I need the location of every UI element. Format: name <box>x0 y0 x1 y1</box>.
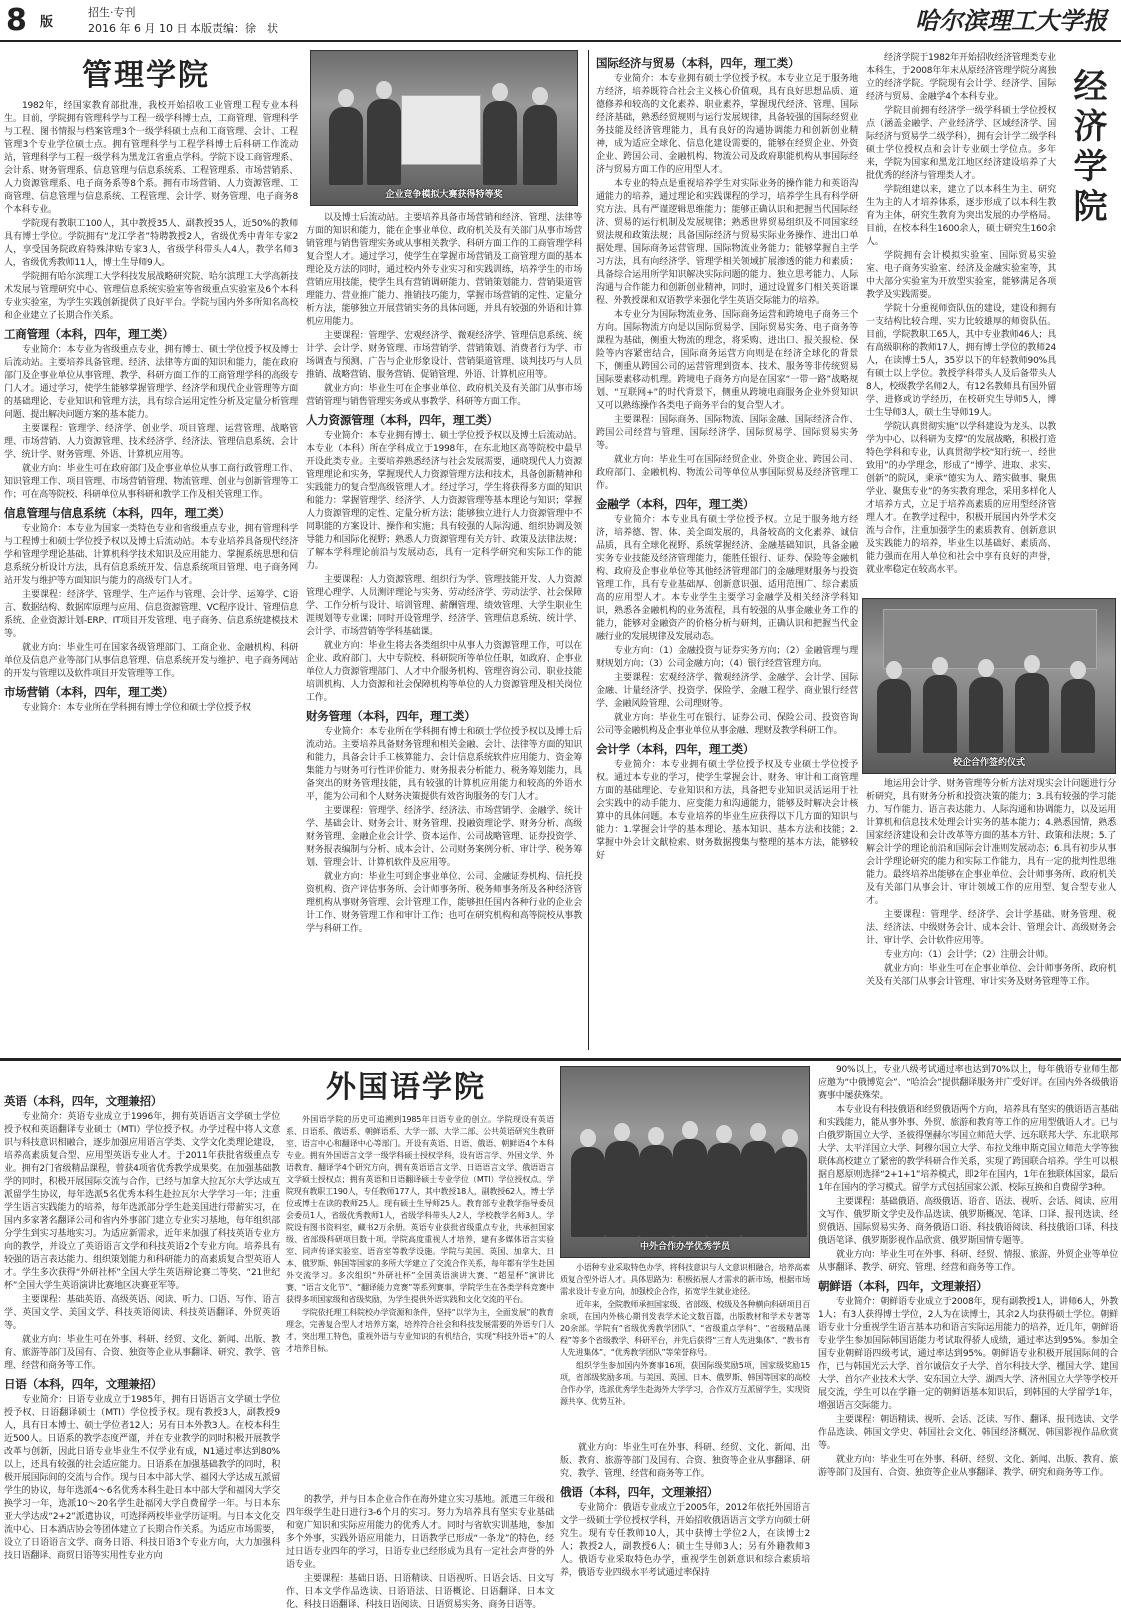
paragraph: 本专业的特点是重视培养学生对实际业务的操作能力和英语沟通能力的培养，通过理论和实践课程的学习，培养学生具有科学研究方法、具有严谨逻辑思维能力；能够正确认识和把握当代国际经济、贸易的运行机制及发展规律；熟悉世界贸易组织及不同国家经贸法规和政策法规；具备国际经济与贸易实际业务操作、进出口单据处理、国际商务运营管理、国际物流业务能力；能够掌握自主学习方法，具有向经济学、管理学相关领域扩展渗透的能力和素质；具备综合运用所学知识解决实际问题的能力、独立思考能力、人际沟通与合作能力和创新创业精神，同时，通过设置多门相关英语课程、外教授课和双语教学来强化学生英语交际能力的培养。 <box>596 179 858 306</box>
major-heading: 信息管理与信息系统（本科，四年，理工类） <box>4 506 230 520</box>
paragraph: 主要课程：基础日语、日语精读、日语视听、日语会话、日文写作、日本文学作品选读、日语语法、日语概论、日语翻译、日本文化、科技日语翻译、科技日语阅读、日语贸易实务、商务日语等。 <box>286 1574 554 1610</box>
paragraph: 学院目前拥有经济学一级学科硕士学位授权点（涵盖金融学、产业经济学、区域经济学、国际经济与贸易学二级学科），拥有会计学二级学科硕士学位授权点和会计专业硕士学位点。多年来，学院为国家和黑龙江地区经济建设培养了大批优秀的经济与管理类人才。 <box>866 106 1056 181</box>
paragraph: 主要课程：基础英语、高级英语、阅读、听力、口语、写作、语言学、英国文学、美国文学、科技英语阅读、科技英语翻译、外贸英语等。 <box>4 1295 280 1331</box>
mgmt-photo-caption: 企业竞争模拟大赛获得特等奖 <box>385 190 503 200</box>
paragraph: 专业简介：本专业为国家一类特色专业和省级重点专业，拥有管理科学与工程博士和硕士学位授予权以及博士后流动站。本专业培养具备现代经济学和管理学理论基础、计算机科学技术知识及应用能力、掌握系统思想和信息系统分析设计方法，具有信息系统开发、信息系统项目管理、电子商务网站开发与维护等方面知识与能力的高级专门人才。 <box>4 524 298 586</box>
paragraph: 专业简介：本专业具有硕士学位授予权。立足于服务地方经济，培养德、智、体、美全面发展的，具备较高的文化素养、诚信品质，具有全球化视野、系统掌握经济、金融基础知识，具备金融实务专业技能及经济管理能力，能胜任银行、证券、保险等金融机构、政府及企事业单位等其他经济管理部门的金融理财服务与投资管理工作，具有专业基础厚、创新意识强、适用范围广、综合素质高的应用型人才。本专业学生主要学习金融学及相关经济学科知识，熟悉各金融机构的业务流程，具有较强的从事金融业务工作的能力，能够对金融资产的价格分析与研判，正确认识和把握当代金融行业的发展规律及发展动态。 <box>596 515 858 642</box>
page-number: 8 <box>6 3 27 38</box>
foreign-photo-bottom <box>560 1442 810 1598</box>
header-rule <box>0 40 1121 42</box>
mgmt-column-4 <box>866 778 1116 1050</box>
paragraph: 学院依托理工科院校办学资源和条件，坚持“以学为主，全面发展”的教育理念，完善复合型人才培养方案，培养符合社会和科技发展需要的外语专门人才，突出理工特色，重视外语与专业知识的有机结合，实现“科技外语+”的人才培养目标。 <box>286 1308 554 1353</box>
paragraph: 1982年，经国家教育部批准，我校开始招收工业管理工程专业本科生。目前，学院拥有管理科学与工程一级学科博士点，工商管理、管理科学与工程、图书情报与档案管理3个一级学科硕士点和工商管理、会计、工程管理3个专业学位硕士点。拥有管理科学与工程学科博士后科研工作流动站，管理科学与工程一级学科为黑龙江省重点学科。学院下设工商管理系、会计系、财务管理系、信息管理与信息系统系、工程管理系、市场营销系、人力资源管理系、电子商务系等8个系。拥有市场营销、人力资源管理、工商管理、信息管理与信息系统、工程管理、会计学、财务管理、电子商务8个本科专业。 <box>4 101 298 215</box>
paragraph: 地运用会计学、财务管理等分析方法对现实会计问题进行分析研究，具有财务分析和投资决策的能力；3.具有较强的学习能力、写作能力、语言表达能力、人际沟通和协调能力，以及运用计算机和信息技术处理会计实务的基本能力；4.熟悉国情，熟悉国家经济建设和会计改革等方面的基本方针、政策和法规；5.了解会计学的理论前沿和国际会计准则发展动态；6.具有初步从事会计学理论研究的能力和实际工作能力，具有一定的批判性思维能力。最终培养出能够在企事业单位、会计师事务所、政府机关及有关部门从事会计、审计领域工作的应用型、复合型专业人才。 <box>866 779 1116 906</box>
paragraph: 专业简介：本专业拥有硕士学位授予权。本专业立足于服务地方经济，培养既符合社会主义核心价值观，具有良好思想品质、道德修养和较高的文化素养、职业素养，掌握现代经济、管理、国际经济基础，熟悉经贸规则与运行发展规律，具备较强的国际经贸业务技能及经济管理能力，具有良好的沟通协调能力和创新创业精神，成为适应全球化、信息化建设需要的，能够在经贸企业、外资企业、跨国公司、金融机构、物流公司及政府职能机构从事国际经济与贸易方面工作的应用型人才。 <box>596 74 858 175</box>
major-heading: 市场营销（本科，四年，理工类） <box>4 685 174 699</box>
econ-photo-caption: 校企合作签约仪式 <box>952 758 1025 768</box>
paragraph: 主要课程：管理学、经济学、会计学基础、财务管理、税法、经济法、中级财务会计、成本会计、管理会计、高级财务会计、审计学、会计软件应用等。 <box>866 910 1116 946</box>
paragraph: 经济学院于1982年开始招收经济管理类专业本科生，于2008年年末从原经济管理学院分离独立的经济学院。学院现有会计学、经济学、国际经济与贸易、金融学4个本科专业。 <box>866 53 1056 102</box>
paragraph: 专业简介：本专业所在学科拥有博士和硕士学位授予权以及博士后流动站。主要培养具备财务管理和相关金融、会计、法律等方面的知识和能力，具备会计手工核算能力、会计信息系统软件应用能力、资金筹集能力与财务可行性评价能力、财务报表分析能力、税务筹划能力，具备突出的财务管理技能，具有较强的计算机应用能力和较高的外语水平，能为公司和个人财务决策提供有效咨询服务的专门人才。 <box>306 727 582 802</box>
section-divider <box>0 1058 1121 1061</box>
paragraph: 本专业设有科技俄语和经贸俄语两个方向，培养具有坚实的俄语语言基础和实践能力，能从事外事、外贸、旅游和教育等工作的应用型俄语人才。已与白俄罗斯国立大学、圣彼得堡赫尔岑国立师范大学、远东联邦大学、东北联邦大学、太平洋国立大学、阿穆尔国立大学、布拉戈维申斯克国立师范大学等独联体高校建立了紧密的教学科研合作关系，实现了跨国联合培养。学生可以根据自愿原则选择“2+1+1”培养模式，即2年在国内，1年在独联体国家，最后1年在国内的学习模式。留学方式包括国家公派、校际互换和自费留学3种。 <box>818 1105 1118 1193</box>
mgmt-title: 管理学院 <box>82 58 210 93</box>
paragraph: 就业方向：毕业生将去各类组织中从事人力资源管理工作，可以在企业、政府部门、大中专院校、科研院所等单位任职，如政府、企事业单位人力资源管理部门、人才中介服务机构、管理咨询公司、职业技能培训机构、人力资源和社会保障机构等单位的人力资源管理及相关岗位工作。 <box>306 641 582 703</box>
foreign-middle-column <box>286 1114 554 1488</box>
paragraph: 就业方向：毕业生可在外事、科研、经贸、情报、旅游、外贸企业等单位从事翻译、教学、研究、管理、经营和商务等工作。 <box>818 1250 1118 1273</box>
paragraph: 学院拥有哈尔滨理工大学科技发展战略研究院、哈尔滨理工大学高新技术发展与管理研究中心、管理信息系统实验室等省级重点实验室及6个本科专业实验室，为学生实践创新提供了良好平台。学院与国内外多所知名高校和企业建立了长期合作关系。 <box>4 272 298 321</box>
paragraph: 专业方向：（1）会计学；（2）注册会计师。 <box>884 950 1054 960</box>
newspaper-masthead: 哈尔滨理工大学报 <box>915 6 1107 35</box>
major-heading: 工商管理（本科，四年，理工类） <box>4 327 174 341</box>
mgmt-column-2 <box>306 212 582 1050</box>
paragraph: 专业简介：俄语专业成立于2005年，2012年依托外国语言文学一级硕士学位授权学科，开始招收俄语语言文学方向硕士研究生。现有专任教师10人，其中获博士学位2人，在读博士2人；教授2人，副教授6人；硕士生导师3人；另有外籍教师3人。俄语专业采取特色办学，重视学生创新意识和综合素质培养，俄语专业四级水平考试通过率保持 <box>560 1503 810 1578</box>
paragraph: 就业方向：毕业生可到企事业单位、公司、金融证券机构、信托投资机构、资产评估事务所、会计师事务所、税务师事务所及各种经济管理机构从事财务管理、会计管理工作，能够担任国内各种行业的企业会计工作、财务管理工作和审计工作；也可在研究机构和高等院校从事教学与科研工作。 <box>306 872 582 934</box>
mgmt-column-1 <box>4 100 298 1050</box>
column-divider <box>588 50 589 1050</box>
paragraph: 主要课程：宏观经济学、微观经济学、金融学、会计学、国际金融、计量经济学、投资学、保险学、金融工程学、商业银行经营学、金融风险管理、公司理财等。 <box>596 673 858 709</box>
major-heading: 金融学（本科，四年，理工类） <box>596 497 755 511</box>
issue-date: 2016 年 6 月 10 日 <box>88 22 188 35</box>
paragraph: 外国语学院的历史可追溯到1985年日语专业的创立。学院现设有英语系、日语系、俄语系、朝鲜语系、大学一部、大学二部、公共英语研究生教研室、语言中心和翻译中心等部门。开设有英语、日语、俄语、朝鲜语4个本科专业。拥有外国语言文学一级学科硕士授权学科，设有语言学、外国文学、外语教育、翻译学4个研究方向，拥有英语语言文学、日语语言文学、俄语语言文学硕士授权点；拥有英语和日语翻译硕士专业学位（MTI）学位授权点。学院现有教职工190人，专任教师177人，其中教授18人，副教授62人，博士学位或博士在读的教师25人。现有硕士生导师25人。教育部专业教学指导委员会委员1人，省级优秀教师1人，省级学科带头人2人，学校教学名师3人。学院设有图书资料室，藏书2万余册。英语专业获批省级重点专业，共承担国家级、省部级科研项目数十项。学院高度重视人才培养，建有多媒体语言实验室、同声传译实验室、语音室等教学设施。学院与美国、英国、加拿大、日本、俄罗斯、韩国等国家的多所大学建立了交流合作关系，每年都有学生赴国外交流学习。多次组织“外研社杯”全国英语演讲大赛、“超星杯”演讲比赛、“语言文化节”、“翻译能力竞赛”等系列赛事，学院学生在各类学科竞赛中获得多项国家级和省级奖励，为学生提供外语实践和文化交流的平台。 <box>286 1115 554 1304</box>
paragraph: 学院现有教职工100人，其中教授35人、副教授35人，近50%的教师具有博士学位。学院拥有“龙江学者”特聘教授2人，省级优秀中青年专家2人，享受国务院政府特殊津贴专家3人，省级学科带头人4人，教学名师3人，省级优秀教师11人，博士生导师9人。 <box>4 219 298 268</box>
paragraph: 就业方向：毕业生可在国家各级管理部门、工商企业、金融机构、科研单位及信息产业等部门从事信息管理、信息系统开发与维护、电子商务网站的开发与管理以及软件项目开发管理等工作。 <box>4 643 298 679</box>
page-editor: 本版责编：徐 状 <box>190 22 278 35</box>
foreign-photo <box>560 1066 810 1258</box>
major-heading: 英语（本科，四年，文理兼招） <box>4 1094 163 1108</box>
foreign-title: 外国语学院 <box>326 1070 486 1105</box>
econ-photo <box>862 598 1116 774</box>
page-suffix: 版 <box>40 15 54 30</box>
econ-title: 经济学院 <box>1067 68 1107 228</box>
major-heading: 国际经济与贸易（本科，四年，理工类） <box>596 56 800 70</box>
paragraph: 的教学，并与日本企业合作在海外建立实习基地。派遣三年级和四年级学生赴日进行3-6个月的实习。努力为培养具有坚实专业基础和宽广知识和实际应用能力的优秀人才。同时与省软实训基地，参加多个外事，实践外语应用能力，日语教学已形成“一条龙”的特色，经过日语专业四年的学习，日语专业已经形成为具有一定社会声誉的外语专业。 <box>286 1495 554 1570</box>
paragraph: 近年来，全院教师承担国家级、省部级、校级及各种横向科研项目百余项，在国内外核心期刊发表学术论文数百篇，出版教材和学术专著等20余部。学院有“省级优秀教学团队”、“省级重点学科”、“省级精品课程”等多个省级教学、科研平台，并先后获得“三育人先进集体”、“教书育人先进集体”、“优秀教学团队”等荣誉称号。 <box>560 1300 810 1357</box>
paragraph: 以及博士后流动站。主要培养具备市场营销和经济、管理、法律等方面的知识和能力，能在企事业单位、政府机关及有关部门从事市场营销管理与销售管理实务或从事相关教学、科研方面工作的工商管理学科复合型人才。通过学习，使学生在掌握市场营销及工商管理方面的基本理论及方法的同时，通过校内外专业实习和实践训练，培养学生的市场营销应用技能，使学生具有营销调研能力、营销策划能力、营销渠道管理能力、营业推广能力、推销技巧能力，掌握市场营销的定性、定量分析方法，能够独立开展营销实务的具体问题，并具有较强的外语和计算机应用能力。 <box>306 213 582 327</box>
major-heading: 财务管理（本科，四年，理工类） <box>306 709 476 723</box>
paragraph: 小语种专业采取特色办学，将科技意识与人文意识相融合，培养高素质复合型外语人才。具体思路为：积极拓展人才需求的新市场，根据市场需求设计专业方向，加强校企合作，拓宽学生就业途径。 <box>560 1263 810 1296</box>
paragraph: 主要课程：朝语精读、视听、会话、泛读、写作、翻译、报刊选读、文学作品选读、韩国文学史、韩国社会文化、韩国经济概况、韩国影视作品欣赏等。 <box>818 1415 1118 1451</box>
paragraph: 专业简介：本专业所在学科拥有博士学位和硕士学位授予权 <box>22 703 251 713</box>
paragraph: 主要课程：基础俄语、高级俄语、语音、语法、视听、会话、阅读、应用文写作、俄罗斯文学史及作品选读、俄罗斯概况、笔译、口译、报刊选读、经贸俄语、国际贸易实务、商务俄语口语、科技俄语阅读、科技俄语口译、科技俄语笔译、俄罗斯影视作品欣赏、俄罗斯国情专题等。 <box>818 1197 1118 1246</box>
paragraph: 90%以上，专业八级考试通过率也达到70%以上，每年俄语专业师生都应邀为“中俄博览会”、“哈洽会”提供翻译服务并广受好评。在国内外各级俄语赛事中屡获殊荣。 <box>818 1065 1118 1101</box>
paragraph: 专业简介：英语专业成立于1996年，拥有英语语言文学硕士学位授予权和英语翻译专业硕士（MTI）学位授予权。办学过程中将人文意识与科技意识相融合，逐步加强应用语言学类、文学文化类理论建设，培养高素质复合型、应用型英语专业人才。于2011年获批省级重点专业。拥有2门省级精品课程，曾获4项省优秀教学成果奖。在加强基础教学的同时，积极开展国际交流与合作，已经与加拿大拉瓦尔大学达成互派留学生协议，每年选派5名优秀本科生赴拉瓦尔大学学习一年；注重学生语言实践能力的培养，每年选派部分学生赴美国进行带薪实习，在国内多家著名翻译公司和省内外事部门建立专业实习基地，每年组织部分学生到实习基地实习。为适应新需求，近年来加强了科技英语专业方向的教学，并设立了英语语言文学和科技英语2个专业方向。培养具有较强的语言表达能力、组织策划能力和科研能力的高素质复合型英语人才。学生多次获得“外研社杯”全国大学生英语辩论赛二等奖、“21世纪杯”全国大学生英语演讲比赛地区决赛亚军等。 <box>4 1112 280 1291</box>
foreign-photo-text <box>560 1262 810 1438</box>
paragraph: 就业方向：毕业生可在外事、科研、经贸、文化、新闻、出版、教育、旅游等部门及国有、合资、独资等企业从事翻译、研究、教学、管理、经营和商务等工作。 <box>560 1443 810 1479</box>
major-heading: 会计学（本科，四年，理工类） <box>596 742 755 756</box>
major-heading: 日语（本科，四年，文理兼招） <box>4 1377 163 1391</box>
paragraph: 专业简介：日语专业成立于1985年，拥有日语语言文学硕士学位授予权、日语翻译硕士（MTI）学位授予权。现有教授3人，副教授9人，具有日本博士、硕士学位者12人；另有日本外教3人。在校本科生近500人。日语系的教学态度严谨，并在专业教学的同时积极开展教学改革与创新，因此日语专业毕业生不仅学业有成，N1通过率达到80%以上，还具有较强的社会适应能力。日语系在加强基础教学的同时，积极开展国际间的交流与合作。现与日本中部大学、福冈大学达成互派留学生的协议，每年选派4～6名优秀本科生赴日本中部大学和福冈大学交换学习一年，选派10～20名学生赴福冈大学自费留学一年。与日本东亚大学达成“2+2”派遣协议，可选择两校毕业学历证明。与日本文化交流中心、日本酒店协会等团体建立了长期合作关系。为适应市场需要，设立了日语语言文学、商务日语、科技日语3个专业方向，大力加强科技日语翻译、商贸日语等实用性专业方向 <box>4 1395 280 1561</box>
paragraph: 主要课程：国际商务、国际物流、国际金融、国际经济合作、跨国公司经营与管理、国际经济学、国际贸易学、国际贸易实务等。 <box>596 415 858 451</box>
paragraph: 就业方向：毕业生可在外事、科研、经贸、文化、新闻、出版、教育、旅游等部门及国有、合资、独资等企业从事翻译、研究、教学、管理、经营和商务等工作。 <box>4 1335 280 1371</box>
paragraph: 学院组建以来，建立了以本科生为主、研究生为主的人才培养体系，逐步形成了以本科生教育为主体，研究生教育为突出发展的办学格局。目前，在校本科生1600余人，硕士研究生160余人。 <box>866 185 1056 247</box>
paragraph: 本专业分为国际物流业务、国际商务运营和跨境电子商务三个方向。国际物流方向是以国际贸易学、国际贸易实务、电子商务等课程为基础，侧重大物流的理念，将采购、进出口、报关报检、保险等内容紧密结合，国际商务运营方向则是在经济全球化的背景下，侧重从跨国公司的运营管理到资本、技术、服务等非传统贸易国际要素移动机理。跨境电子商务方向是在国家“一带一路”战略规划、“互联网+”的时代背景下，侧重从跨境电商服务企业外贸知识又可以熟练操作各类电子商务平台的复合型人才。 <box>596 310 858 411</box>
foreign-middle-bottom <box>286 1494 554 1610</box>
paragraph: 专业方向：（1）金融投资与证券实务方向；（2）金融管理与理财规划方向；（3）公司金融方向；（4）银行经营管理方向。 <box>596 646 858 669</box>
mgmt-column-3 <box>596 52 858 1050</box>
mgmt-photo <box>310 50 578 206</box>
paragraph: 学院十分重视师资队伍的建设，建设和拥有一支结构比较合理、实力比较雄厚的师资队伍。目前，学院教职工65人，其中专业教师46人；具有高级职称的教师17人，拥有博士学位的教师24人，在读博士5人，35岁以下的年轻教师90%具有硕士以上学位。教授学科带头人及后备带头人8人，校级教学名师2人，有12名教师具有国外留学、进修或访学经历，在校研究生导师5人，博士生导师3人，硕士生导师19人。 <box>866 304 1056 418</box>
paragraph: 主要课程：管理学、经济学、创业学、项目管理、运营管理、战略管理、市场营销、人力资源管理、技术经济学、经济法、管理信息系统、会计学、统计学、财务管理、外语、计算机应用等。 <box>4 424 298 460</box>
paragraph: 就业方向：毕业生可在企事业单位、会计师事务所、政府机关及有关部门从事会计管理、审计实务及财务管理等工作。 <box>866 964 1116 987</box>
paragraph: 就业方向：毕业生可在银行、证券公司、保险公司、投资咨询公司等金融机构及企事业单位从事金融、理财及教学科研工作。 <box>596 713 858 736</box>
award-plaque <box>401 95 481 165</box>
major-heading: 人力资源管理（本科，四年，理工类） <box>306 413 499 427</box>
foreign-photo-caption: 中外合作办学优秀学员 <box>639 1242 730 1252</box>
paragraph: 主要课程：人力资源管理、组织行为学、管理技能开发、人力资源管理心理学、人员测评理论与实务、劳动经济学、劳动法学、社会保障学、工作分析与设计、培训管理、薪酬管理、绩效管理、大学生职业生涯规划等专业课；同时开设管理学、经济学、管理信息系统、统计学、会计学、市场营销等学科基础课。 <box>306 575 582 637</box>
paragraph: 主要课程：管理学、宏观经济学、微观经济学、管理信息系统、统计学、会计学、财务管理、市场营销学、营销策划、消费者行为学、市场调查与预测、广告与企业形象设计、营销渠道管理、谈判技巧与人员推销、战略营销、服务营销、促销管理、外语、计算机应用等。 <box>306 331 582 380</box>
foreign-left-column <box>4 1090 280 1598</box>
paragraph: 专业简介：本专业拥有硕士学位授予权及专业硕士学位授予权。通过本专业的学习，使学生掌握会计、财务、审计和工商管理方面的基础理论、专业知识和方法，具备把专业知识灵活运用于社会实践中的动手能力、应变能力和沟通能力，能够及时解决会计核算中的具体问题。本专业培养的毕业生应获得以下几方面的知识与能力：1.掌握会计学的基本理论、基本知识、基本方法和技能；2.掌握中外会计文献检索、财务数据搜集与整理的基本方法，能够较好 <box>596 760 858 861</box>
paragraph: 专业简介：本专业为省级重点专业，拥有博士、硕士学位授予权及博士后流动站。主要培养具备管理、经济、法律等方面的知识和能力，能在政府部门及企事业单位从事管理、教学、科研方面工作的工商管理学科的高级专门人才。通过学习，使学生能够掌握管理学、经济学和现代企业管理等方面的基础理论、专业知识和管理方法，具有综合运用定性分析及定量分析管理问题、提出解决问题方案的基本能力。 <box>4 345 298 420</box>
paragraph: 专业简介：本专业拥有博士、硕士学位授予权以及博士后流动站。本专业（本科）所在学科成立于1998年，在东北地区高等院校中最早开设此类专业。主要培养熟悉经济与社会发展需要，通晓现代人力资源管理理论和实务，掌握现代人力资源管理方法和技术，具备创新精神和实践能力的复合型高级管理人才。经过学习，学生将获得多方面的知识和能力：掌握管理学、经济学、人力资源管理等基本理论与知识；掌握人力资源管理的定性、定量分析方法；能够独立进行人力资源管理中不同职能的方案设计、操作和实施；具有较强的人际沟通、组织协调及领导能力和国际化视野；熟悉人力资源管理有关方针、政策及法律法规；了解本学科理论前沿与发展动态，具有一定科学研究和实际工作的能力。 <box>306 431 582 571</box>
major-heading: 朝鲜语（本科，四年，文理兼招） <box>818 1279 988 1293</box>
paragraph: 主要课程：管理学、经济学、经济法、市场营销学、金融学、统计学、基础会计、财务会计、财务管理、投融资理论学、财务分析、高级财务管理、金融企业会计学、资本运作、公司战略管理、证券投资学、财务报表编制与分析、成本会计、公司财务案例分析、审计学、税务筹划、管理会计、计算机软件及应用等。 <box>306 806 582 868</box>
major-heading: 俄语（本科，四年，文理兼招） <box>560 1485 719 1499</box>
paragraph: 组织学生参加国内外赛事16项，获国际级奖励5项，国家级奖励15项，省部级奖励多项。与美国、英国、日本、俄罗斯、韩国等国家的高校合作办学，选派优秀学生赴海外大学学习，合作双方互派留学生，实现资源共享、优势互补。 <box>560 1361 810 1406</box>
paragraph: 就业方向：毕业生可在政府部门及企事业单位从事工商行政管理工作、知识管理工作、项目管理、市场营销管理、物流管理、创业与创新管理等工作；可在高等院校、科研单位从事科研和教学工作及相关管理工作。 <box>4 464 298 500</box>
paragraph: 就业方向：毕业生可在国际经贸企业、外资企业、跨国公司、政府部门、金融机构、物流公司等单位从事国际贸易及经济管理工作。 <box>596 455 858 491</box>
paragraph: 主要课程：经济学、管理学、生产运作与管理、会计学、运筹学、C语言、数据结构、数据库原理与应用、信息资源管理、VC程序设计、管理信息系统、企业资源计划-ERP、IT项目开发管理、电子商务、信息系统建模技术等。 <box>4 590 298 639</box>
section-name: 招生·专刊 <box>88 6 136 19</box>
paragraph: 就业方向：毕业生可在企事业单位、政府机关及有关部门从事市场营销管理与销售管理实务或从事教学、科研等方面工作。 <box>306 384 582 407</box>
paragraph: 学院认真贯彻实施“以学科建设为龙头、以教学为中心、以科研为支撑”的发展战略，积极打造特色学科和专业，认真贯彻学校“知行统一、经世致用”的办学理念，形成了“博学、进取、求实、创新”的院风，秉承“德实为人、踏实做事、聚焦学业、聚焦专业”的务实教育理念，采用多样化人才培养方式，立足于培养高素质的应用型经济管理人才。在教学过程中，积极开展国内外学术交流与合作，注重加强学生的素质教育、创新意识及实践能力的培养，毕业生以基础好、素质高、能力强而在用人单位和社会中享有良好的声誉，就业率稳定在较高水平。 <box>866 422 1056 575</box>
econ-column <box>866 52 1056 592</box>
foreign-right-column <box>818 1064 1118 1598</box>
paragraph: 专业简介：朝鲜语专业成立于2008年，现有副教授1人，讲师6人，外教1人；有3人获得博士学位，2人为在读博士，其余2人均获得硕士学位。朝鲜语专业十分重视学生语言基本功和语言实际运用能力的培养，近几年，朝鲜语专业学生参加国际韩国语能力考试取得骄人成绩，通过率达到95%。参加全国专业朝鲜语四级考试，通过率达到95%。朝鲜语专业积极开展国际间的合作，已与韩国光云大学、首尔诚信女子大学、首尔科技大学、槿国大学、建国大学、首尔产业技术大学、安东国立大学、湖西大学、济州国立大学等学校开展交流，学生可以在学籍一定的朝鲜语基本知识后，到韩国的大学留学1年，增强语言交际能力。 <box>818 1297 1118 1411</box>
paragraph: 学院拥有会计模拟实验室、国际贸易实验室、电子商务实验室、经济及金融实验室等，其中大部分实验室为开放型实验室，能够满足各项教学及实践需要。 <box>866 251 1056 300</box>
paragraph: 就业方向：毕业生可在外事、科研、经贸、文化、新闻、出版、教育、旅游等部门及国有、合资、独资等企业从事翻译、教学、研究和商务等工作。 <box>818 1455 1118 1478</box>
